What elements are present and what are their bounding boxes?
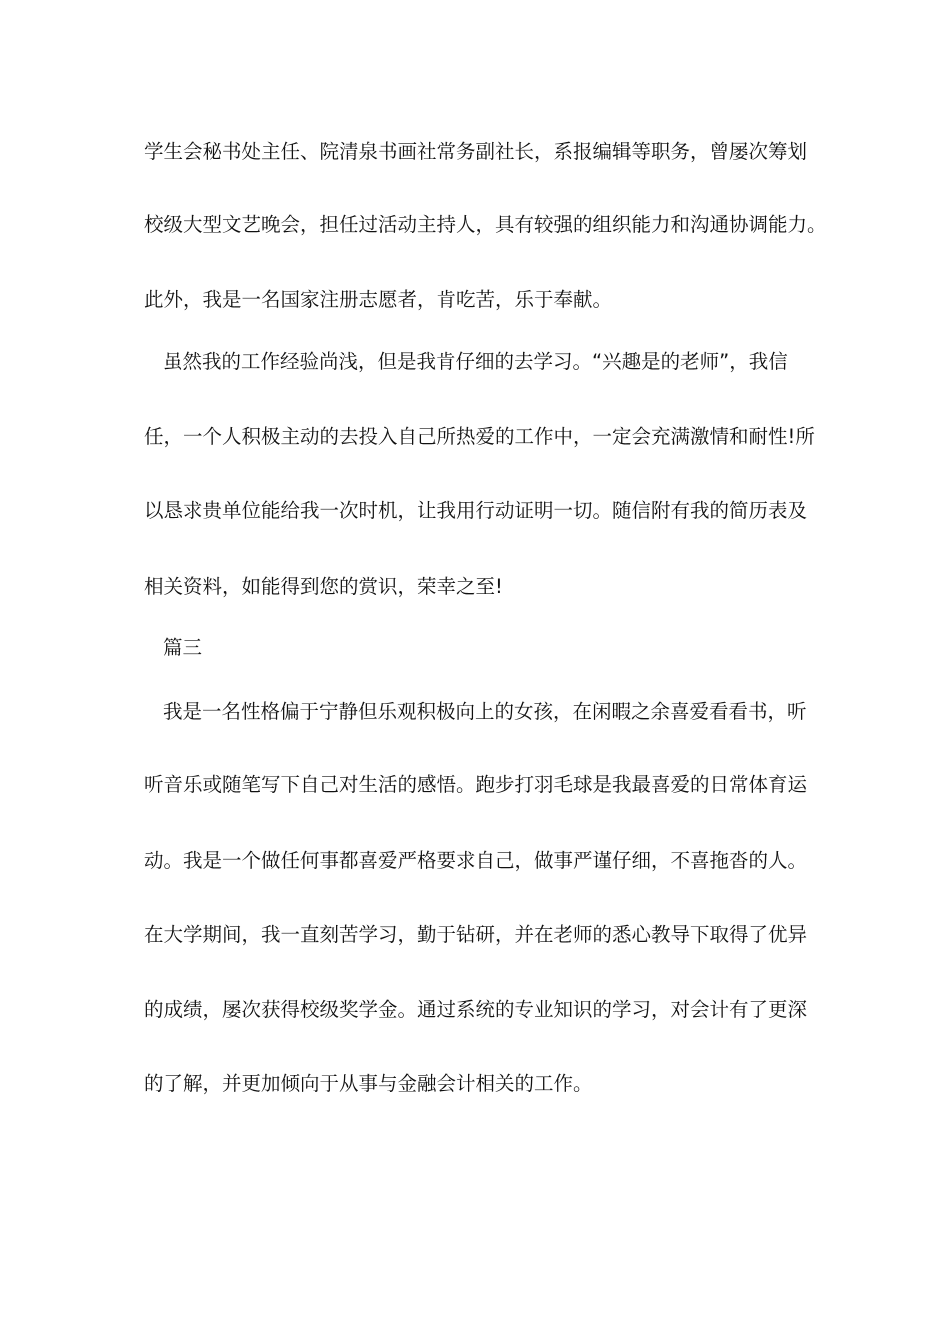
paragraph-first-line: 虽然我的工作经验尚浅，但是我肯仔细的去学习。“兴趣是的老师”，我信 [163, 350, 788, 373]
text-line: 任，一个人积极主动的去投入自己所热爱的工作中，一定会充满激情和耐性!所 [144, 425, 815, 448]
text-line: 学生会秘书处主任、院清泉书画社常务副社长，系报编辑等职务，曾屡次筹划 [144, 140, 808, 163]
text-line: 以恳求贵单位能给我一次时机，让我用行动证明一切。随信附有我的简历表及 [144, 499, 808, 522]
paragraph-first-line: 我是一名性格偏于宁静但乐观积极向上的女孩，在闲暇之余喜爱看看书，听 [163, 700, 807, 723]
text-line: 的成绩，屡次获得校级奖学金。通过系统的专业知识的学习，对会计有了更深 [144, 998, 808, 1021]
text-line: 的了解，并更加倾向于从事与金融会计相关的工作。 [144, 1072, 593, 1095]
text-line: 听音乐或随笔写下自己对生活的感悟。跑步打羽毛球是我最喜爱的日常体育运 [144, 773, 808, 796]
text-line: 此外，我是一名国家注册志愿者，肯吃苦，乐于奉献。 [144, 288, 613, 311]
section-heading: 篇三 [163, 636, 203, 659]
text-line: 动。我是一个做任何事都喜爱严格要求自己，做事严谨仔细，不喜拖沓的人。 [144, 849, 808, 872]
text-line: 在大学期间，我一直刻苦学习，勤于钻研，并在老师的悉心教导下取得了优异 [144, 923, 808, 946]
text-line: 相关资料，如能得到您的赏识，荣幸之至! [144, 575, 503, 598]
text-line: 校级大型文艺晚会，担任过活动主持人，具有较强的组织能力和沟通协调能力。 [144, 213, 827, 236]
